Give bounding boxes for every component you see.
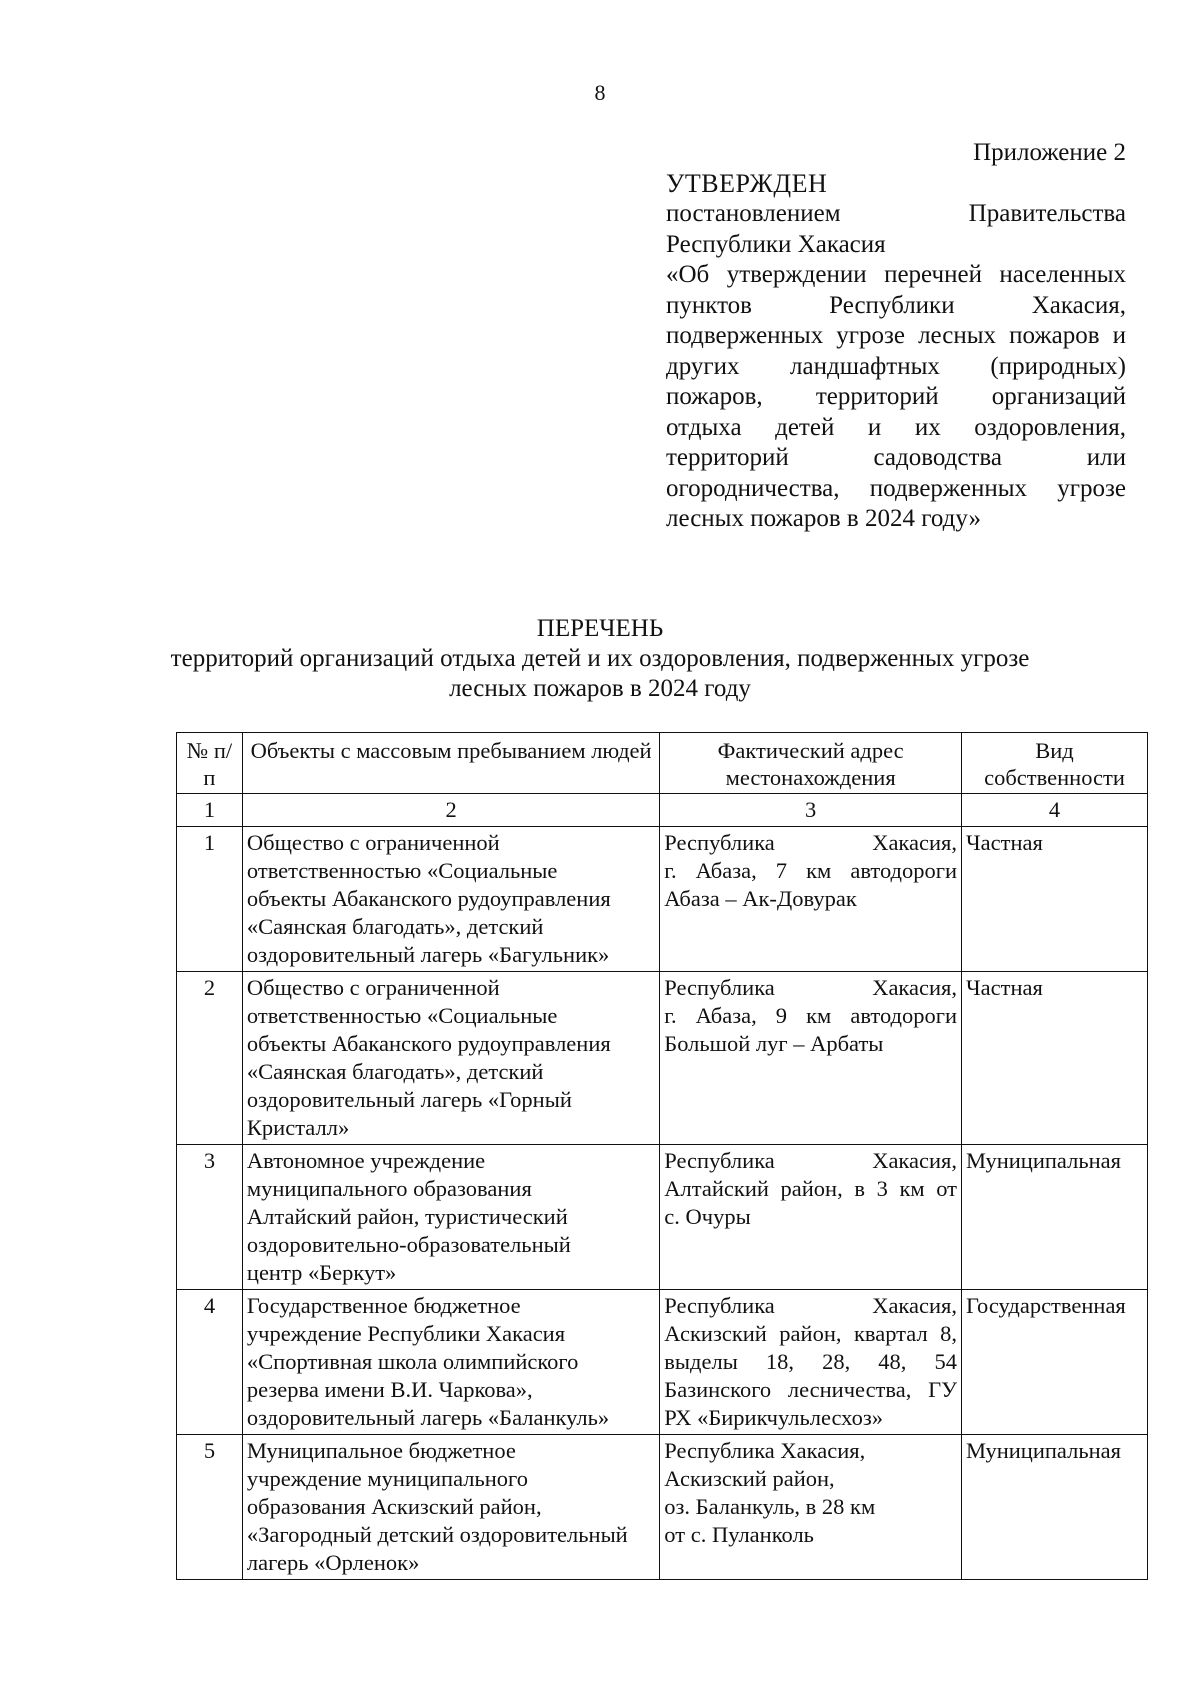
row-number: 3 [177, 1145, 243, 1290]
row-ownership: Частная [962, 827, 1148, 972]
address-line: г. Абаза, 7 км автодороги [664, 858, 958, 883]
address-line: Большой луг – Арбаты [664, 1031, 884, 1056]
column-number: 4 [962, 794, 1148, 827]
list-subtitle-line: территорий организаций отдыха детей и их оздоровления, подверженных угрозе [170, 645, 1030, 672]
table-row [177, 1435, 1148, 1580]
table-row [177, 1145, 1148, 1290]
column-number: 1 [177, 794, 243, 827]
header-number: № п/п [177, 733, 243, 794]
address-line: г. Абаза, 9 км автодороги [664, 1003, 958, 1028]
row-object: Государственное бюджетное учреждение Республики Хакасия «Спортивная школа олимпийского резерва имени В.И. Чаркова», оздоровительный лагерь «Баланкуль» [242, 1290, 659, 1435]
approval-line: Республики Хакасия [666, 230, 886, 258]
row-number: 5 [177, 1435, 243, 1580]
header-ownership: Вид собственности [962, 733, 1148, 794]
row-object: Муниципальное бюджетное учреждение муниципального образования Аскизский район, «Загородный детский оздоровительный лагерь «Орленок» [242, 1435, 659, 1580]
address-line: выделы 18, 28, 48, 54 [664, 1349, 958, 1374]
row-address [660, 972, 962, 1145]
approval-line: «Об утверждении перечней населенных [666, 261, 1126, 288]
table-row [177, 1290, 1148, 1435]
list-title: ПЕРЕЧЕНЬ [536, 615, 664, 642]
header-address: Фактический адрес местонахождения [660, 733, 962, 794]
table-header-row [177, 733, 1148, 794]
row-address [660, 1145, 962, 1290]
table-row [177, 827, 1148, 972]
row-object: Общество с ограниченной ответственностью «Социальные объекты Абаканского рудоуправления «Саянская благодать», детский оздоровительный лагерь «Горный Кристалл» [242, 972, 659, 1145]
approval-line: других ландшафтных (природных) [666, 352, 1126, 380]
row-ownership: Муниципальная [962, 1145, 1148, 1290]
approval-line: постановлением Правительства [666, 200, 1126, 227]
row-object: Автономное учреждение муниципального образования Алтайский район, туристический оздоровительно-образовательный центр «Беркут» [242, 1145, 659, 1290]
table-row [177, 972, 1148, 1145]
row-ownership: Частная [962, 972, 1148, 1145]
row-ownership: Муниципальная [962, 1435, 1148, 1580]
row-number: 4 [177, 1290, 243, 1435]
approved-label: УТВЕРЖДЕН [666, 168, 828, 198]
approval-line: подверженных угрозе лесных пожаров и [666, 322, 1126, 349]
address-line: Алтайский район, в 3 км от [664, 1176, 958, 1201]
approval-line: территорий садоводства или [666, 444, 1126, 471]
list-heading [150, 614, 1050, 704]
address-line: Республика Хакасия, [664, 1438, 866, 1463]
row-address [660, 827, 962, 972]
address-line: Абаза – Ак-Довурак [664, 886, 857, 911]
address-line: с. Очуры [664, 1204, 751, 1229]
appendix-label: Приложение 2 [973, 139, 1126, 166]
approval-line: отдыха детей и их оздоровления, [666, 413, 1126, 441]
address-line: Аскизский район, квартал 8, [664, 1321, 958, 1346]
approval-block [666, 138, 1126, 535]
approval-line: пунктов Республики Хакасия, [666, 291, 1126, 319]
address-line: Аскизский район, [664, 1466, 835, 1491]
address-line: Республика Хакасия, [664, 1148, 958, 1173]
header-object: Объекты с массовым пребыванием людей [242, 733, 659, 794]
row-number: 1 [177, 827, 243, 972]
approval-line: огородничества, подверженных угрозе [666, 474, 1126, 502]
approval-line: пожаров, территорий организаций [666, 383, 1126, 410]
address-line: Базинского лесничества, ГУ [664, 1377, 958, 1402]
row-ownership: Государственная [962, 1290, 1148, 1435]
list-subtitle-line: лесных пожаров в 2024 году [449, 675, 751, 702]
address-line: Республика Хакасия, [664, 1293, 958, 1318]
address-line: Республика Хакасия, [664, 975, 958, 1000]
row-number: 2 [177, 972, 243, 1145]
address-line: оз. Баланкуль, в 28 км [664, 1494, 876, 1519]
page-number: 8 [594, 80, 606, 105]
row-address [660, 1435, 962, 1580]
row-address [660, 1290, 962, 1435]
row-object: Общество с ограниченной ответственностью «Социальные объекты Абаканского рудоуправления «Саянская благодать», детский оздоровительный лагерь «Багульник» [242, 827, 659, 972]
address-line: Республика Хакасия, [664, 830, 958, 855]
organizations-table [176, 732, 1148, 1580]
approval-line: лесных пожаров в 2024 году» [666, 505, 981, 532]
column-number: 2 [242, 794, 659, 827]
address-line: РХ «Бирикчульлесхоз» [664, 1405, 883, 1430]
column-number: 3 [660, 794, 962, 827]
address-line: от с. Пуланколь [664, 1522, 814, 1547]
column-number-row [177, 794, 1148, 827]
